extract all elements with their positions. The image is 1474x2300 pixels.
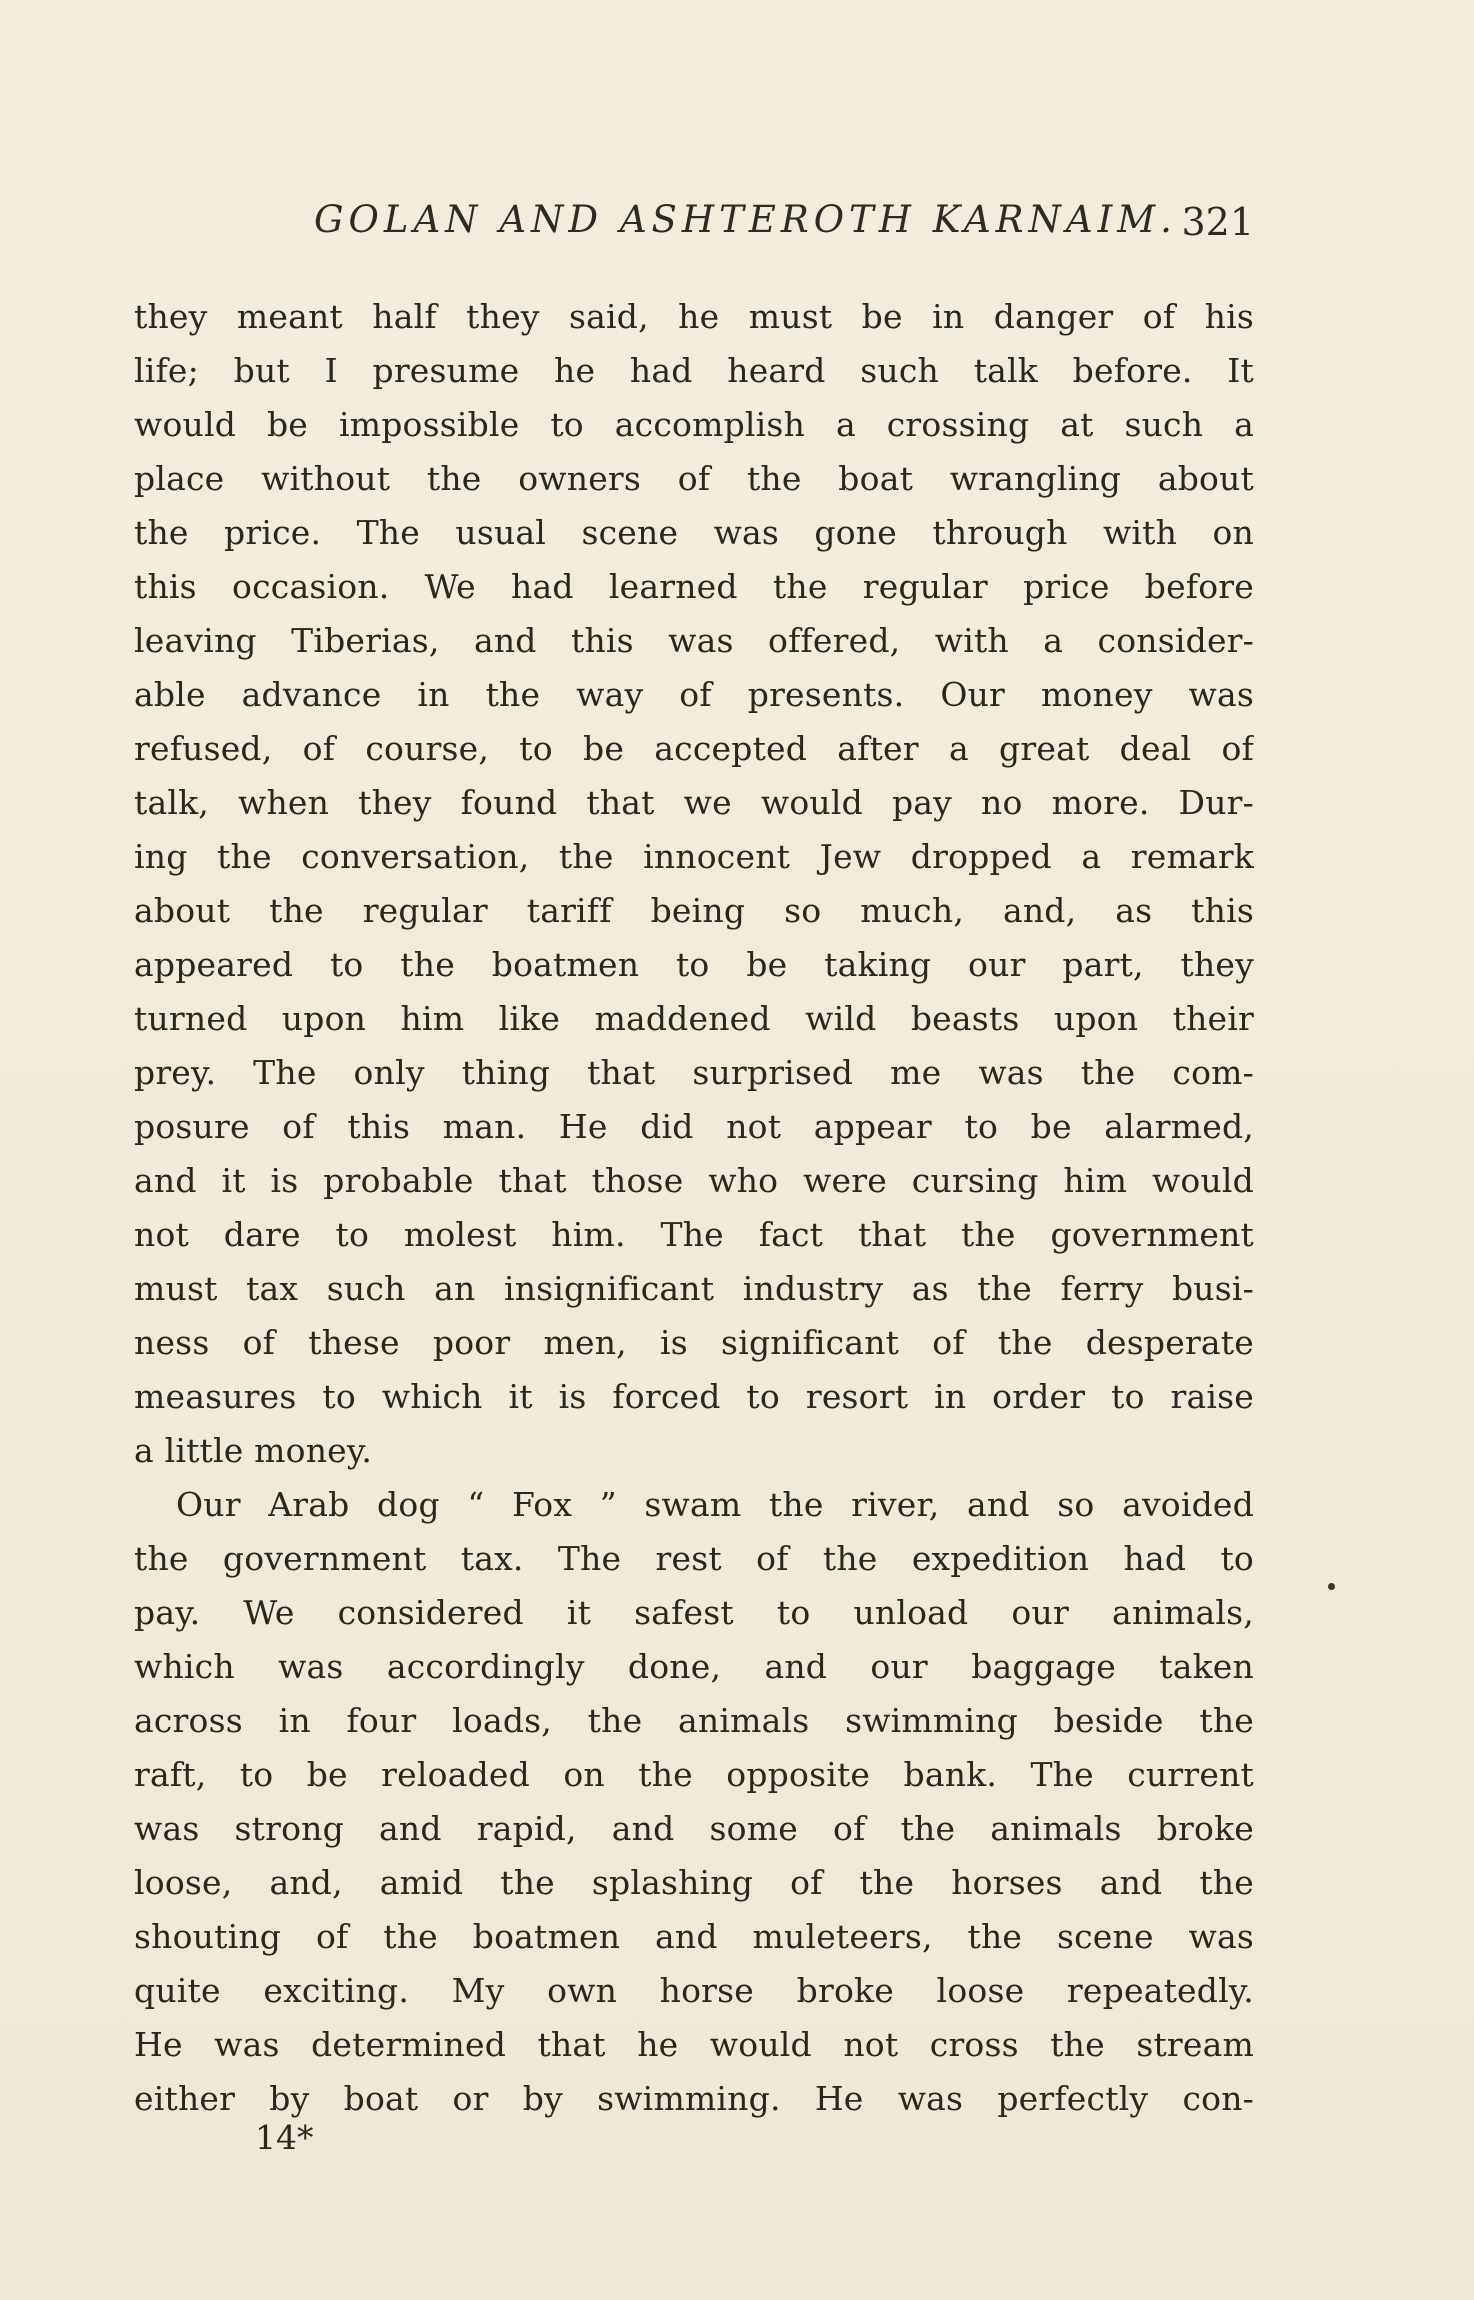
text-line: prey. The only thing that surprised me was the com- — [134, 1053, 1254, 1092]
body-text — [134, 290, 1254, 2126]
paragraph-last-line: a little money. — [134, 1431, 373, 1470]
text-line: life; but I presume he had heard such talk before. It — [134, 351, 1254, 390]
text-line: ness of these poor men, is significant of the desperate — [134, 1323, 1254, 1362]
text-line: would be impossible to accomplish a crossing at such a — [134, 405, 1254, 444]
text-line: shouting of the boatmen and muleteers, the scene was — [134, 1917, 1254, 1956]
running-title: GOLAN AND ASHTEROTH KARNAIM. — [314, 198, 1177, 241]
text-line: and it is probable that those who were cursing him would — [134, 1161, 1254, 1200]
page-header — [134, 198, 1254, 258]
text-line: across in four loads, the animals swimming beside the — [134, 1701, 1254, 1740]
text-line: turned upon him like maddened wild beasts upon their — [134, 999, 1254, 1038]
text-line: appeared to the boatmen to be taking our part, they — [134, 945, 1254, 984]
paragraph-first-line: Our Arab dog “ Fox ” swam the river, and so avoided — [176, 1485, 1254, 1524]
text-line: either by boat or by swimming. He was perfectly con- — [134, 2079, 1254, 2118]
text-line: place without the owners of the boat wrangling about — [134, 459, 1254, 498]
text-line: measures to which it is forced to resort in order to raise — [134, 1377, 1254, 1416]
text-line: was strong and rapid, and some of the animals broke — [134, 1809, 1254, 1848]
text-line: leaving Tiberias, and this was offered, with a consider- — [134, 621, 1254, 660]
text-line: must tax such an insignificant industry as the ferry busi- — [134, 1269, 1254, 1308]
text-line: not dare to molest him. The fact that the government — [134, 1215, 1254, 1254]
text-line: they meant half they said, he must be in danger of his — [134, 297, 1254, 336]
text-line: refused, of course, to be accepted after a great deal of — [134, 729, 1254, 768]
signature-mark: 14* — [255, 2118, 314, 2157]
text-line: loose, and, amid the splashing of the horses and the — [134, 1863, 1254, 1902]
text-line: raft, to be reloaded on the opposite bank. The current — [134, 1755, 1254, 1794]
text-line: He was determined that he would not cross the stream — [134, 2025, 1254, 2064]
text-line: ing the conversation, the innocent Jew dropped a remark — [134, 837, 1254, 876]
text-line: the government tax. The rest of the expedition had to — [134, 1539, 1254, 1578]
text-line: this occasion. We had learned the regular price before — [134, 567, 1254, 606]
text-line: talk, when they found that we would pay no more. Dur- — [134, 783, 1254, 822]
text-line: posure of this man. He did not appear to be alarmed, — [134, 1107, 1254, 1146]
text-line: which was accordingly done, and our baggage taken — [134, 1647, 1254, 1686]
text-line: the price. The usual scene was gone through with on — [134, 513, 1254, 552]
text-line: quite exciting. My own horse broke loose repeatedly. — [134, 1971, 1254, 2010]
text-line: about the regular tariff being so much, and, as this — [134, 891, 1254, 930]
ink-speck — [1328, 1583, 1335, 1590]
text-line: able advance in the way of presents. Our money was — [134, 675, 1254, 714]
page-number: 321 — [1181, 200, 1254, 244]
text-line: pay. We considered it safest to unload our animals, — [134, 1593, 1254, 1632]
